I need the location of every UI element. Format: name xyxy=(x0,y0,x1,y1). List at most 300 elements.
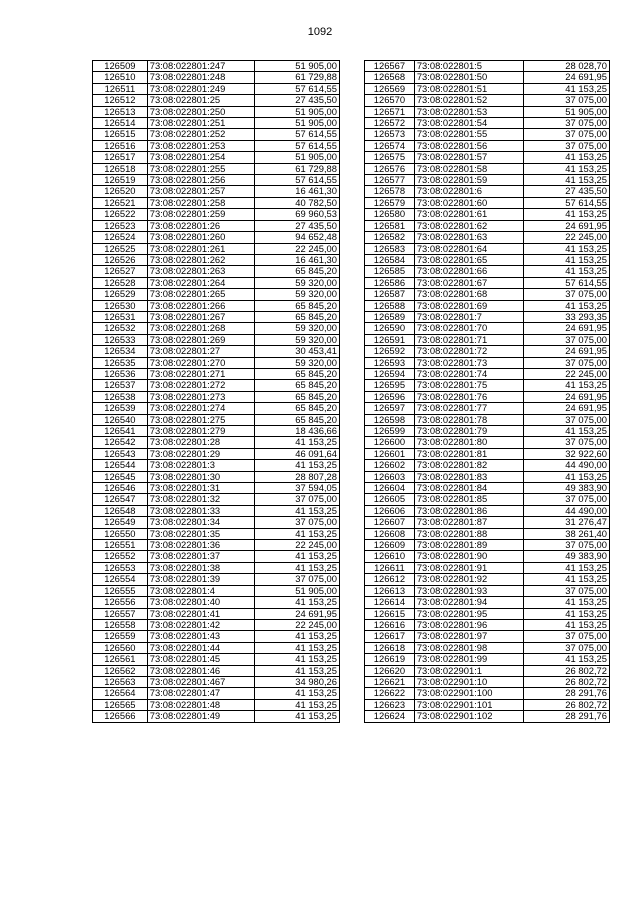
amount-cell: 57 614,55 xyxy=(255,140,340,151)
cadastral-number-cell: 73:08:022801:70 xyxy=(414,323,524,334)
table-row xyxy=(365,220,610,231)
table-row xyxy=(365,368,610,379)
amount-cell: 44 490,00 xyxy=(524,460,610,471)
record-number-cell: 126591 xyxy=(365,334,415,345)
record-number-cell: 126552 xyxy=(93,551,148,562)
record-number-cell: 126509 xyxy=(93,61,148,72)
amount-cell: 37 075,00 xyxy=(524,95,610,106)
table-row xyxy=(365,83,610,94)
amount-cell: 41 153,25 xyxy=(255,631,340,642)
amount-cell: 37 075,00 xyxy=(524,334,610,345)
record-number-cell: 126545 xyxy=(93,471,148,482)
table-row xyxy=(365,266,610,277)
record-number-cell: 126589 xyxy=(365,311,415,322)
cadastral-number-cell: 73:08:022801:87 xyxy=(414,517,524,528)
record-number-cell: 126573 xyxy=(365,129,415,140)
table-row xyxy=(93,254,340,265)
amount-cell: 57 614,55 xyxy=(255,129,340,140)
record-number-cell: 126537 xyxy=(93,380,148,391)
amount-cell: 26 802,72 xyxy=(524,676,610,687)
cadastral-number-cell: 73:08:022801:5 xyxy=(414,61,524,72)
amount-cell: 41 153,25 xyxy=(524,562,610,573)
table-row xyxy=(93,175,340,186)
table-row xyxy=(365,483,610,494)
record-number-cell: 126544 xyxy=(93,460,148,471)
cadastral-number-cell: 73:08:022801:59 xyxy=(414,175,524,186)
record-number-cell: 126611 xyxy=(365,562,415,573)
record-number-cell: 126592 xyxy=(365,346,415,357)
amount-cell: 37 075,00 xyxy=(524,585,610,596)
record-number-cell: 126520 xyxy=(93,186,148,197)
table-row xyxy=(365,665,610,676)
table-row xyxy=(93,414,340,425)
record-number-cell: 126568 xyxy=(365,72,415,83)
record-number-cell: 126542 xyxy=(93,437,148,448)
amount-cell: 49 383,90 xyxy=(524,483,610,494)
amount-cell: 57 614,55 xyxy=(524,197,610,208)
amount-cell: 37 075,00 xyxy=(524,140,610,151)
record-number-cell: 126525 xyxy=(93,243,148,254)
table-row xyxy=(93,266,340,277)
amount-cell: 37 594,05 xyxy=(255,483,340,494)
table-row xyxy=(365,129,610,140)
cadastral-number-cell: 73:08:022801:29 xyxy=(147,448,255,459)
table-row xyxy=(365,197,610,208)
amount-cell: 57 614,55 xyxy=(255,175,340,186)
record-number-cell: 126574 xyxy=(365,140,415,151)
record-number-cell: 126599 xyxy=(365,426,415,437)
table-row xyxy=(365,140,610,151)
table-row xyxy=(93,334,340,345)
cadastral-number-cell: 73:08:022801:253 xyxy=(147,140,255,151)
amount-cell: 41 153,25 xyxy=(524,83,610,94)
cadastral-number-cell: 73:08:022801:96 xyxy=(414,619,524,630)
amount-cell: 59 320,00 xyxy=(255,357,340,368)
table-row xyxy=(365,676,610,687)
cadastral-number-cell: 73:08:022801:80 xyxy=(414,437,524,448)
record-number-cell: 126614 xyxy=(365,597,415,608)
record-number-cell: 126601 xyxy=(365,448,415,459)
cadastral-number-cell: 73:08:022801:55 xyxy=(414,129,524,140)
amount-cell: 26 802,72 xyxy=(524,665,610,676)
table-row xyxy=(365,163,610,174)
table-row xyxy=(93,654,340,665)
cadastral-number-cell: 73:08:022801:33 xyxy=(147,505,255,516)
table-row xyxy=(93,562,340,573)
cadastral-number-cell: 73:08:022801:56 xyxy=(414,140,524,151)
cadastral-number-cell: 73:08:022801:78 xyxy=(414,414,524,425)
table-row xyxy=(365,243,610,254)
record-number-cell: 126610 xyxy=(365,551,415,562)
table-row xyxy=(93,540,340,551)
amount-cell: 41 153,25 xyxy=(255,665,340,676)
table-row xyxy=(365,426,610,437)
table-row xyxy=(365,232,610,243)
record-number-cell: 126558 xyxy=(93,619,148,630)
amount-cell: 26 802,72 xyxy=(524,699,610,710)
amount-cell: 37 075,00 xyxy=(255,494,340,505)
record-number-cell: 126533 xyxy=(93,334,148,345)
table-row xyxy=(93,471,340,482)
cadastral-number-cell: 73:08:022801:258 xyxy=(147,197,255,208)
amount-cell: 24 691,95 xyxy=(524,346,610,357)
amount-cell: 44 490,00 xyxy=(524,505,610,516)
cadastral-number-cell: 73:08:022801:274 xyxy=(147,403,255,414)
table-row xyxy=(365,460,610,471)
record-number-cell: 126607 xyxy=(365,517,415,528)
cadastral-number-cell: 73:08:022801:68 xyxy=(414,289,524,300)
record-number-cell: 126517 xyxy=(93,152,148,163)
cadastral-number-cell: 73:08:022801:259 xyxy=(147,209,255,220)
cadastral-number-cell: 73:08:022801:82 xyxy=(414,460,524,471)
amount-cell: 65 845,20 xyxy=(255,311,340,322)
table-row xyxy=(93,403,340,414)
table-row xyxy=(93,163,340,174)
table-row xyxy=(365,152,610,163)
table-row xyxy=(365,95,610,106)
record-number-cell: 126608 xyxy=(365,528,415,539)
record-number-cell: 126622 xyxy=(365,688,415,699)
cadastral-number-cell: 73:08:022801:54 xyxy=(414,118,524,129)
amount-cell: 37 075,00 xyxy=(255,517,340,528)
table-row xyxy=(93,209,340,220)
table-row xyxy=(365,106,610,117)
amount-cell: 37 075,00 xyxy=(524,129,610,140)
record-number-cell: 126579 xyxy=(365,197,415,208)
record-number-cell: 126583 xyxy=(365,243,415,254)
table-row xyxy=(93,688,340,699)
table-row xyxy=(93,665,340,676)
amount-cell: 37 075,00 xyxy=(524,289,610,300)
amount-cell: 41 153,25 xyxy=(255,437,340,448)
record-number-cell: 126603 xyxy=(365,471,415,482)
amount-cell: 51 905,00 xyxy=(255,152,340,163)
cadastral-number-cell: 73:08:022801:49 xyxy=(147,711,255,722)
table-row xyxy=(365,619,610,630)
record-number-cell: 126555 xyxy=(93,585,148,596)
table-row xyxy=(93,517,340,528)
record-number-cell: 126560 xyxy=(93,642,148,653)
record-number-cell: 126582 xyxy=(365,232,415,243)
cadastral-number-cell: 73:08:022801:268 xyxy=(147,323,255,334)
amount-cell: 24 691,95 xyxy=(524,391,610,402)
cadastral-number-cell: 73:08:022801:273 xyxy=(147,391,255,402)
amount-cell: 22 245,00 xyxy=(255,243,340,254)
cadastral-number-cell: 73:08:022801:71 xyxy=(414,334,524,345)
amount-cell: 16 461,30 xyxy=(255,186,340,197)
table-row xyxy=(365,528,610,539)
amount-cell: 22 245,00 xyxy=(255,619,340,630)
record-number-cell: 126561 xyxy=(93,654,148,665)
amount-cell: 33 293,35 xyxy=(524,311,610,322)
table-row xyxy=(365,688,610,699)
table-row xyxy=(93,368,340,379)
cadastral-number-cell: 73:08:022801:98 xyxy=(414,642,524,653)
record-number-cell: 126600 xyxy=(365,437,415,448)
table-row xyxy=(365,699,610,710)
record-number-cell: 126523 xyxy=(93,220,148,231)
table-row xyxy=(93,186,340,197)
cadastral-number-cell: 73:08:022801:27 xyxy=(147,346,255,357)
cadastral-number-cell: 73:08:022801:52 xyxy=(414,95,524,106)
record-number-cell: 126551 xyxy=(93,540,148,551)
table-row xyxy=(93,323,340,334)
table-row xyxy=(365,323,610,334)
amount-cell: 41 153,25 xyxy=(524,597,610,608)
table-row xyxy=(93,642,340,653)
record-number-cell: 126585 xyxy=(365,266,415,277)
record-number-cell: 126617 xyxy=(365,631,415,642)
record-number-cell: 126541 xyxy=(93,426,148,437)
cadastral-number-cell: 73:08:022801:62 xyxy=(414,220,524,231)
cadastral-number-cell: 73:08:022801:7 xyxy=(414,311,524,322)
table-row xyxy=(365,562,610,573)
amount-cell: 51 905,00 xyxy=(524,106,610,117)
amount-cell: 16 461,30 xyxy=(255,254,340,265)
cadastral-number-cell: 73:08:022801:88 xyxy=(414,528,524,539)
table-row xyxy=(93,152,340,163)
cadastral-number-cell: 73:08:022801:67 xyxy=(414,277,524,288)
record-number-cell: 126567 xyxy=(365,61,415,72)
amount-cell: 41 153,25 xyxy=(524,471,610,482)
table-row xyxy=(93,619,340,630)
record-number-cell: 126539 xyxy=(93,403,148,414)
amount-cell: 41 153,25 xyxy=(524,266,610,277)
cadastral-number-cell: 73:08:022801:65 xyxy=(414,254,524,265)
amount-cell: 65 845,20 xyxy=(255,266,340,277)
amount-cell: 37 075,00 xyxy=(524,540,610,551)
record-number-cell: 126515 xyxy=(93,129,148,140)
record-number-cell: 126516 xyxy=(93,140,148,151)
record-number-cell: 126557 xyxy=(93,608,148,619)
amount-cell: 41 153,25 xyxy=(524,574,610,585)
table-row xyxy=(93,232,340,243)
record-number-cell: 126526 xyxy=(93,254,148,265)
cadastral-number-cell: 73:08:022801:247 xyxy=(147,61,255,72)
cadastral-number-cell: 73:08:022801:275 xyxy=(147,414,255,425)
table-row xyxy=(93,494,340,505)
table-row xyxy=(365,118,610,129)
cadastral-number-cell: 73:08:022801:6 xyxy=(414,186,524,197)
cadastral-number-cell: 73:08:022801:34 xyxy=(147,517,255,528)
amount-cell: 41 153,25 xyxy=(524,426,610,437)
table-row xyxy=(93,95,340,106)
table-row xyxy=(365,608,610,619)
record-number-cell: 126598 xyxy=(365,414,415,425)
record-number-cell: 126535 xyxy=(93,357,148,368)
record-number-cell: 126546 xyxy=(93,483,148,494)
table-row xyxy=(93,129,340,140)
record-number-cell: 126562 xyxy=(93,665,148,676)
record-number-cell: 126565 xyxy=(93,699,148,710)
table-row xyxy=(93,699,340,710)
record-number-cell: 126549 xyxy=(93,517,148,528)
cadastral-number-cell: 73:08:022801:72 xyxy=(414,346,524,357)
cadastral-number-cell: 73:08:022801:264 xyxy=(147,277,255,288)
table-row xyxy=(93,391,340,402)
cadastral-number-cell: 73:08:022801:51 xyxy=(414,83,524,94)
cadastral-number-cell: 73:08:022801:261 xyxy=(147,243,255,254)
table-row xyxy=(93,597,340,608)
table-row xyxy=(93,220,340,231)
cadastral-number-cell: 73:08:022801:95 xyxy=(414,608,524,619)
record-number-cell: 126594 xyxy=(365,368,415,379)
record-number-cell: 126570 xyxy=(365,95,415,106)
cadastral-number-cell: 73:08:022801:81 xyxy=(414,448,524,459)
amount-cell: 57 614,55 xyxy=(524,277,610,288)
record-number-cell: 126529 xyxy=(93,289,148,300)
table-row xyxy=(93,631,340,642)
cadastral-number-cell: 73:08:022801:64 xyxy=(414,243,524,254)
table-row xyxy=(365,391,610,402)
amount-cell: 22 245,00 xyxy=(524,232,610,243)
cadastral-number-cell: 73:08:022901:1 xyxy=(414,665,524,676)
amount-cell: 28 028,70 xyxy=(524,61,610,72)
table-row xyxy=(365,346,610,357)
amount-cell: 41 153,25 xyxy=(524,380,610,391)
table-row xyxy=(93,311,340,322)
table-row xyxy=(365,357,610,368)
cadastral-number-cell: 73:08:022801:30 xyxy=(147,471,255,482)
record-number-cell: 126597 xyxy=(365,403,415,414)
table-row xyxy=(365,403,610,414)
record-number-cell: 126584 xyxy=(365,254,415,265)
record-number-cell: 126527 xyxy=(93,266,148,277)
record-number-cell: 126606 xyxy=(365,505,415,516)
cadastral-number-cell: 73:08:022801:269 xyxy=(147,334,255,345)
cadastral-number-cell: 73:08:022801:26 xyxy=(147,220,255,231)
cadastral-number-cell: 73:08:022801:58 xyxy=(414,163,524,174)
record-number-cell: 126616 xyxy=(365,619,415,630)
cadastral-number-cell: 73:08:022801:255 xyxy=(147,163,255,174)
amount-cell: 24 691,95 xyxy=(524,323,610,334)
amount-cell: 41 153,25 xyxy=(255,699,340,710)
amount-cell: 37 075,00 xyxy=(524,357,610,368)
cadastral-number-cell: 73:08:022801:467 xyxy=(147,676,255,687)
table-row xyxy=(365,505,610,516)
cadastral-number-cell: 73:08:022801:266 xyxy=(147,300,255,311)
amount-cell: 41 153,25 xyxy=(255,654,340,665)
cadastral-number-cell: 73:08:022801:265 xyxy=(147,289,255,300)
amount-cell: 51 905,00 xyxy=(255,118,340,129)
cadastral-number-cell: 73:08:022801:267 xyxy=(147,311,255,322)
record-number-cell: 126605 xyxy=(365,494,415,505)
cadastral-number-cell: 73:08:022801:63 xyxy=(414,232,524,243)
cadastral-number-cell: 73:08:022801:250 xyxy=(147,106,255,117)
cadastral-number-cell: 73:08:022801:90 xyxy=(414,551,524,562)
record-number-cell: 126609 xyxy=(365,540,415,551)
amount-cell: 65 845,20 xyxy=(255,368,340,379)
table-row xyxy=(365,277,610,288)
table-row xyxy=(365,186,610,197)
amount-cell: 24 691,95 xyxy=(524,220,610,231)
record-number-cell: 126578 xyxy=(365,186,415,197)
table-row xyxy=(365,254,610,265)
cadastral-number-cell: 73:08:022801:44 xyxy=(147,642,255,653)
amount-cell: 41 153,25 xyxy=(524,654,610,665)
cadastral-number-cell: 73:08:022801:251 xyxy=(147,118,255,129)
amount-cell: 59 320,00 xyxy=(255,323,340,334)
record-number-cell: 126543 xyxy=(93,448,148,459)
amount-cell: 41 153,25 xyxy=(255,562,340,573)
amount-cell: 59 320,00 xyxy=(255,277,340,288)
table-row xyxy=(93,72,340,83)
record-number-cell: 126612 xyxy=(365,574,415,585)
page-number: 1092 xyxy=(307,26,333,38)
amount-cell: 65 845,20 xyxy=(255,300,340,311)
table-row xyxy=(365,175,610,186)
amount-cell: 18 436,66 xyxy=(255,426,340,437)
table-row xyxy=(93,448,340,459)
table-row xyxy=(93,346,340,357)
record-number-cell: 126619 xyxy=(365,654,415,665)
table-row xyxy=(365,414,610,425)
amount-cell: 59 320,00 xyxy=(255,334,340,345)
cadastral-number-cell: 73:08:022801:45 xyxy=(147,654,255,665)
amount-cell: 41 153,25 xyxy=(524,608,610,619)
record-number-cell: 126550 xyxy=(93,528,148,539)
record-number-cell: 126595 xyxy=(365,380,415,391)
amount-cell: 22 245,00 xyxy=(524,368,610,379)
table-row xyxy=(93,437,340,448)
amount-cell: 28 807,28 xyxy=(255,471,340,482)
cadastral-number-cell: 73:08:022801:73 xyxy=(414,357,524,368)
table-row xyxy=(93,380,340,391)
cadastral-number-cell: 73:08:022801:92 xyxy=(414,574,524,585)
record-number-cell: 126563 xyxy=(93,676,148,687)
record-number-cell: 126524 xyxy=(93,232,148,243)
registry-table-right xyxy=(364,60,610,723)
table-row xyxy=(93,676,340,687)
cadastral-number-cell: 73:08:022801:69 xyxy=(414,300,524,311)
record-number-cell: 126538 xyxy=(93,391,148,402)
record-number-cell: 126521 xyxy=(93,197,148,208)
record-number-cell: 126613 xyxy=(365,585,415,596)
table-row xyxy=(365,551,610,562)
table-row xyxy=(365,209,610,220)
cadastral-number-cell: 73:08:022801:43 xyxy=(147,631,255,642)
amount-cell: 37 075,00 xyxy=(524,494,610,505)
cadastral-number-cell: 73:08:022801:83 xyxy=(414,471,524,482)
cadastral-number-cell: 73:08:022801:263 xyxy=(147,266,255,277)
amount-cell: 41 153,25 xyxy=(524,152,610,163)
cadastral-number-cell: 73:08:022801:84 xyxy=(414,483,524,494)
cadastral-number-cell: 73:08:022801:76 xyxy=(414,391,524,402)
amount-cell: 61 729,88 xyxy=(255,163,340,174)
amount-cell: 41 153,25 xyxy=(255,551,340,562)
record-number-cell: 126596 xyxy=(365,391,415,402)
amount-cell: 65 845,20 xyxy=(255,380,340,391)
record-number-cell: 126587 xyxy=(365,289,415,300)
table-row xyxy=(365,471,610,482)
table-row xyxy=(93,483,340,494)
amount-cell: 37 075,00 xyxy=(524,642,610,653)
amount-cell: 41 153,25 xyxy=(255,688,340,699)
cadastral-number-cell: 73:08:022801:31 xyxy=(147,483,255,494)
amount-cell: 30 453,41 xyxy=(255,346,340,357)
table-row xyxy=(365,311,610,322)
cadastral-number-cell: 73:08:022801:66 xyxy=(414,266,524,277)
amount-cell: 27 435,50 xyxy=(524,186,610,197)
record-number-cell: 126511 xyxy=(93,83,148,94)
record-number-cell: 126528 xyxy=(93,277,148,288)
cadastral-number-cell: 73:08:022801:74 xyxy=(414,368,524,379)
cadastral-number-cell: 73:08:022801:256 xyxy=(147,175,255,186)
record-number-cell: 126621 xyxy=(365,676,415,687)
record-number-cell: 126510 xyxy=(93,72,148,83)
cadastral-number-cell: 73:08:022801:36 xyxy=(147,540,255,551)
cadastral-number-cell: 73:08:022801:248 xyxy=(147,72,255,83)
